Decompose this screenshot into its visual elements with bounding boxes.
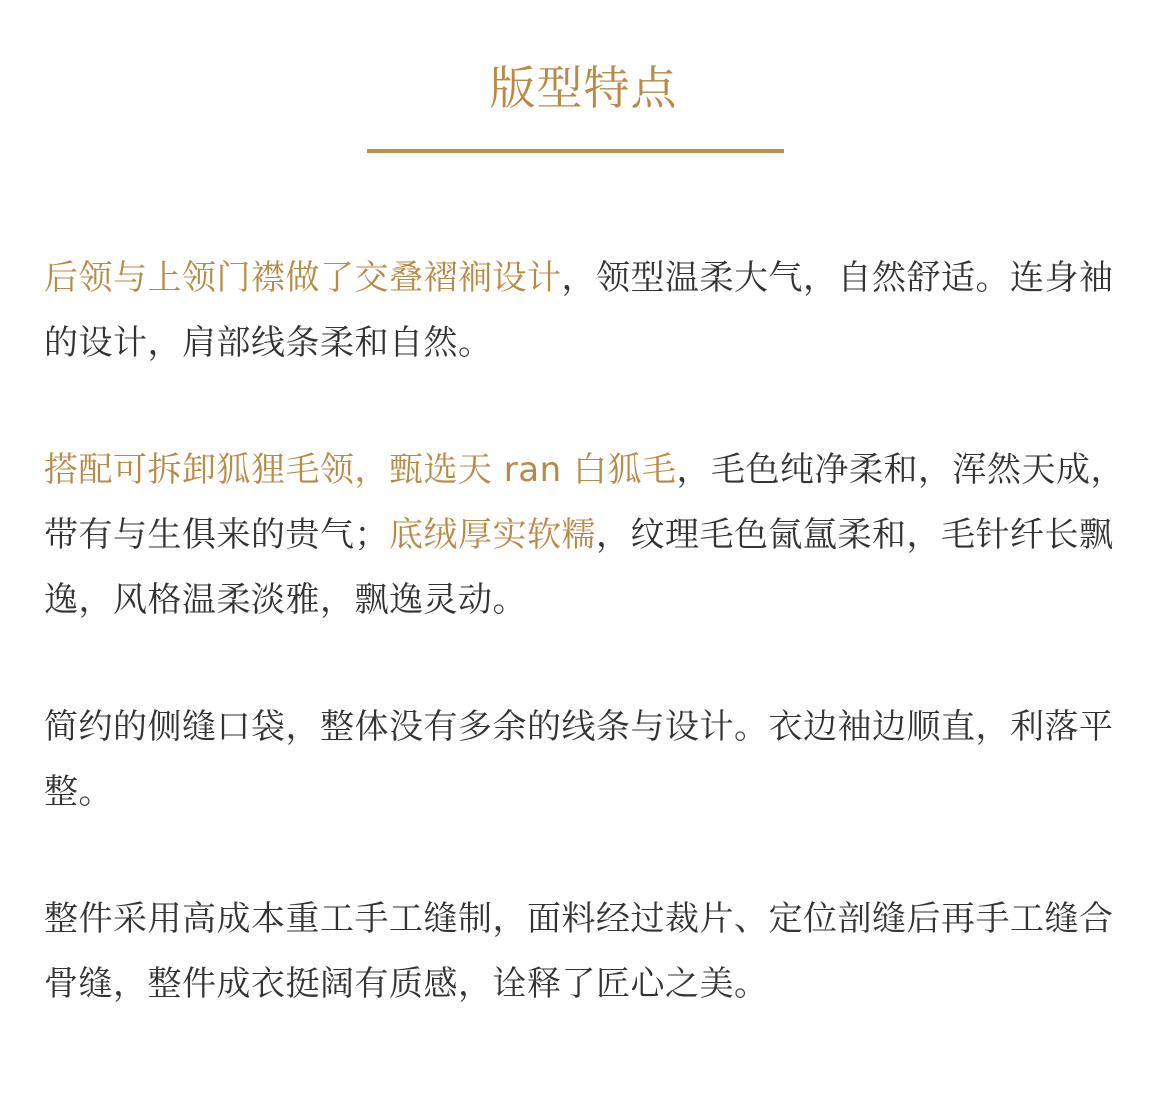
highlight-text: 后领与上领门襟做了交叠褶裥设计 bbox=[44, 258, 562, 298]
highlight-text: 搭配可拆卸狐狸毛领，甄选天 ran 白狐毛 bbox=[44, 450, 677, 490]
body-text: ，毛色纯净柔和，浑然天成，带有与生俱来的贵气； bbox=[44, 450, 1125, 555]
title-divider bbox=[367, 149, 784, 153]
body-text: 整件采用高成本重工手工缝制，面料经过裁片、定位剖缝后再手工缝合骨缝，整件成衣挺阔有质感，诠释了匠心之美。 bbox=[44, 899, 1114, 1004]
body-text: ，领型温柔大气，自然舒适。连身袖的设计，肩部线条柔和自然。 bbox=[44, 258, 1114, 363]
highlight-text-2: 底绒厚实软糯 bbox=[389, 515, 596, 555]
paragraph-fur-collar bbox=[44, 438, 1144, 633]
body-text: 简约的侧缝口袋，整体没有多余的线条与设计。衣边袖边顺直，利落平整。 bbox=[44, 707, 1114, 812]
section-title: 版型特点 bbox=[489, 61, 678, 115]
body-text-2: ，纹理毛色氤氲柔和，毛针纤长飘逸，风格温柔淡雅，飘逸灵动。 bbox=[44, 515, 1114, 620]
paragraph-craftsmanship bbox=[44, 887, 1144, 1017]
paragraph-pocket bbox=[44, 695, 1144, 825]
paragraph-collar bbox=[44, 246, 1144, 376]
